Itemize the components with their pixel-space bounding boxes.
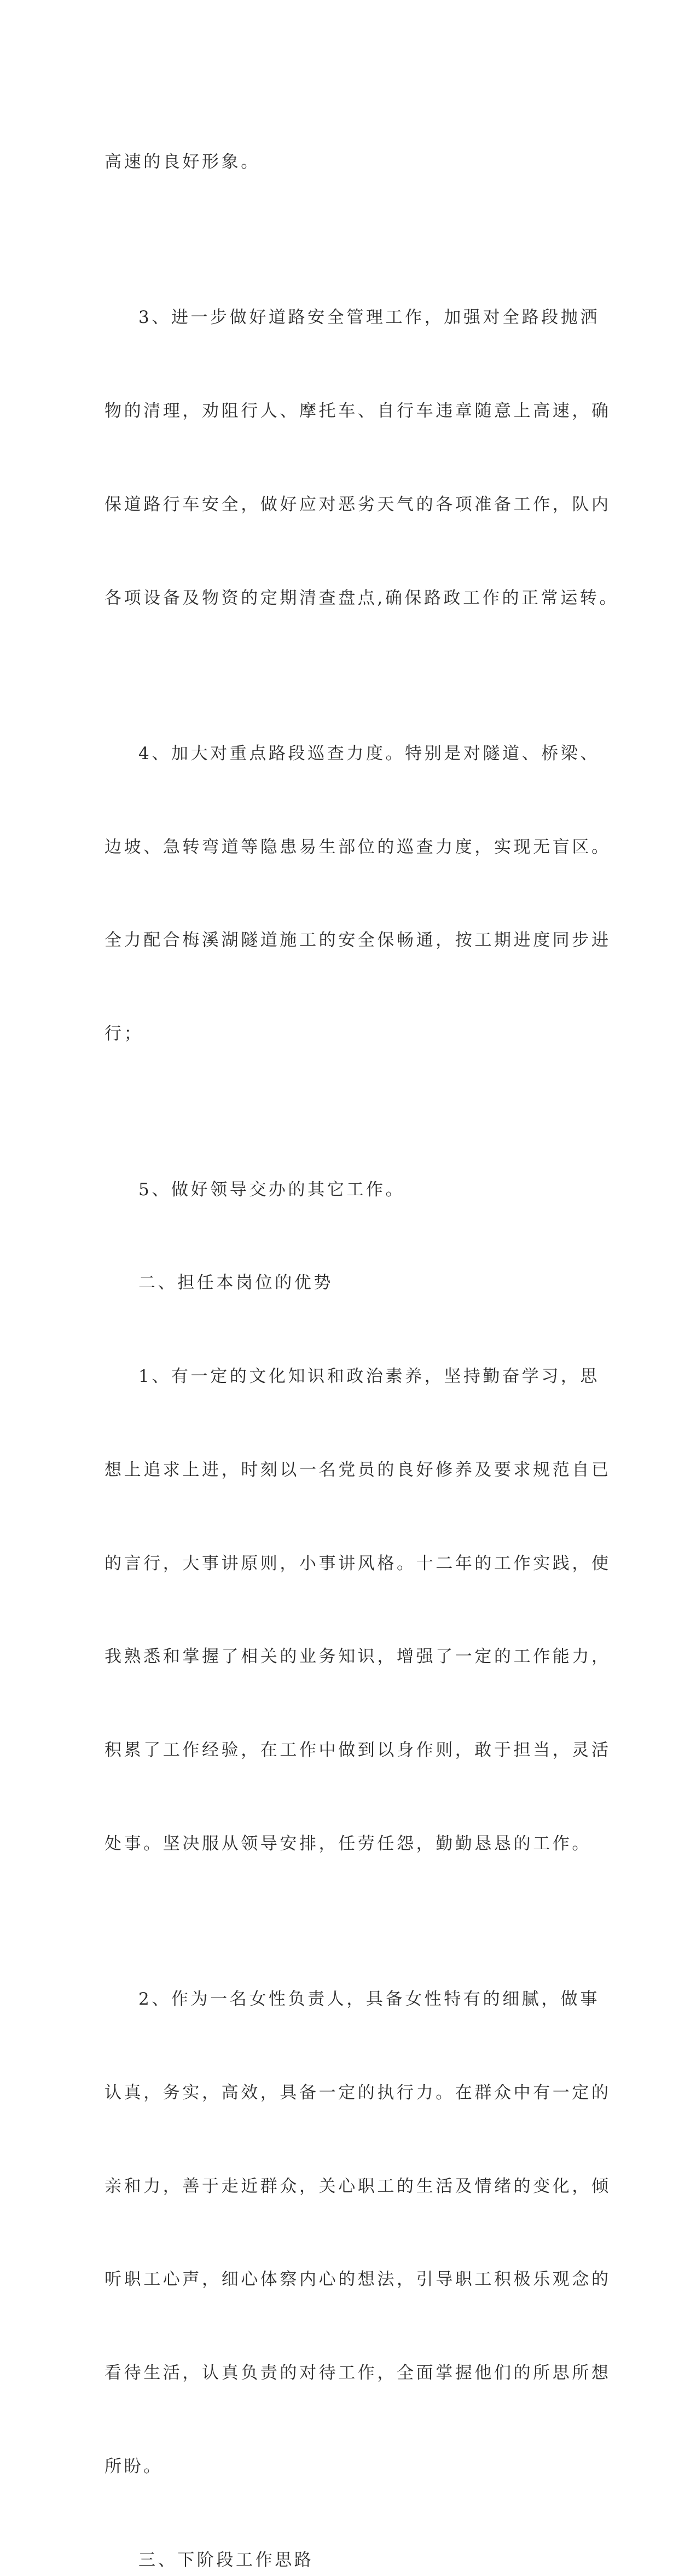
text-line: 各项设备及物资的定期清查盘点,确保路政工作的正常运转。 <box>105 588 619 608</box>
text-line: 亲和力，善于走近群众，关心职工的生活及情绪的变化，倾 <box>105 2176 611 2196</box>
text-line: 1、有一定的文化知识和政治素养，坚持勤奋学习，思 <box>138 1367 600 1387</box>
paragraph-item-3 <box>105 240 619 676</box>
document-body <box>105 84 619 2576</box>
text-line: 所盼。 <box>105 2456 163 2476</box>
text-line: 积累了工作经验，在工作中做到以身作则，敢于担当，灵活 <box>105 1740 611 1761</box>
text-line: 边坡、急转弯道等隐患易生部位的巡查力度，实现无盲区。 <box>105 837 611 857</box>
text-line: 处事。坚决服从领导安排，任劳任怨，勤勤恳恳的工作。 <box>105 1833 591 1854</box>
text-line: 保道路行车安全，做好应对恶劣天气的各项准备工作，队内 <box>105 494 611 514</box>
text-line: 物的清理，劝阻行人、摩托车、自行车违章随意上高速，确 <box>105 401 611 421</box>
paragraph-item-5 <box>105 1112 575 1268</box>
text-line: 想上追求上进，时刻以一名党员的良好修养及要求规范自已 <box>105 1460 611 1480</box>
text-line: 听职工心声，细心体察内心的想法，引导职工积极乐观念的 <box>105 2270 611 2290</box>
text-line: 的言行，大事讲原则，小事讲风格。十二年的工作实践，使 <box>105 1553 611 1573</box>
paragraph-advantage-1 <box>105 1299 611 1921</box>
text-line: 行； <box>105 1024 144 1044</box>
text-line: 我熟悉和掌握了相关的业务知识，增强了一定的工作能力， <box>105 1647 611 1667</box>
text-line: 高速的良好形象。 <box>105 152 260 172</box>
section-heading-advantages: 二、担任本岗位的优势 <box>138 1273 333 1293</box>
paragraph-item-4 <box>105 676 611 1112</box>
paragraph-continuation <box>105 84 575 240</box>
text-line: 全力配合梅溪湖隧道施工的安全保畅通，按工期进度同步进 <box>105 930 611 951</box>
section-heading-next-steps: 三、下阶段工作思路 <box>138 2550 314 2570</box>
text-line: 看待生活，认真负责的对待工作，全面掌握他们的所思所想 <box>105 2363 611 2383</box>
text-line: 5、做好领导交办的其它工作。 <box>138 1179 405 1200</box>
text-line: 认真，务实，高效，具备一定的执行力。在群众中有一定的 <box>105 2083 611 2103</box>
text-line: 4、加大对重点路段巡查力度。特别是对隧道、桥梁、 <box>138 744 600 764</box>
paragraph-advantage-2 <box>105 1921 611 2544</box>
text-line: 3、进一步做好道路安全管理工作，加强对全路段抛洒 <box>138 308 600 328</box>
text-line: 2、作为一名女性负责人，具备女性特有的细腻，做事 <box>138 1989 600 2010</box>
